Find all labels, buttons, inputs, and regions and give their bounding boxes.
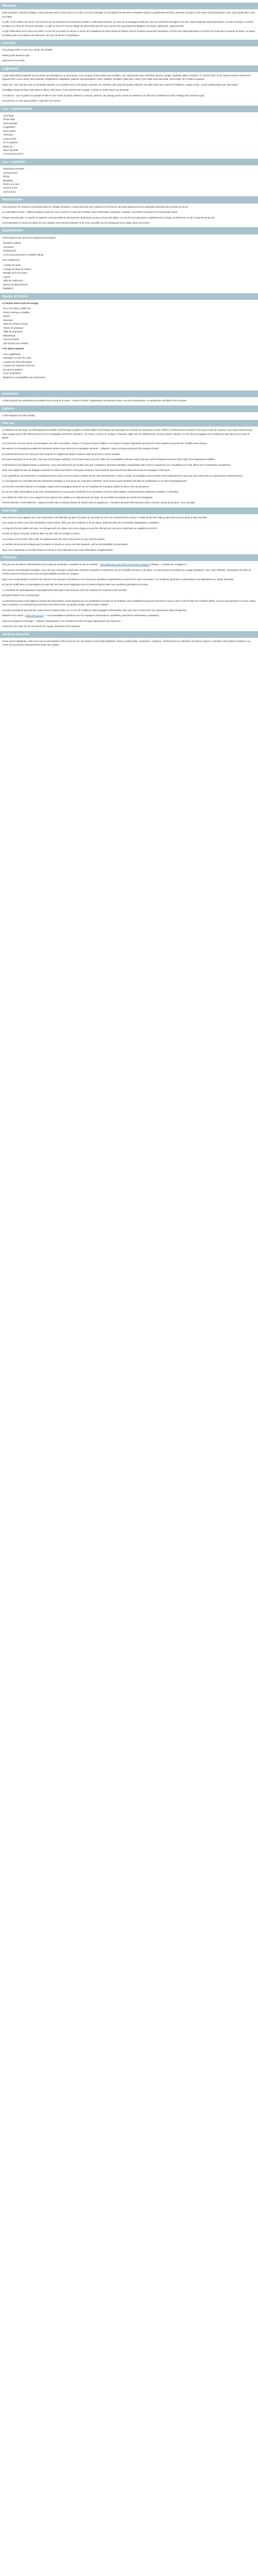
sante-link[interactable]: www.sante.gouv.fr (25, 614, 44, 617)
paragraph: Chauffage central au fioul, insert dans le séjour. Bois fourni. Accès internet Wi-Fi gratuit. Lit bébé et chaise haute sur demande. (2, 89, 130, 92)
list-item: Lave-linge (3, 114, 14, 117)
list-item: Salle de conférence (3, 279, 23, 282)
section-body (0, 516, 258, 552)
list-item: Ascenseur (3, 245, 14, 248)
list-item: Piscine intérieure chauffée (3, 311, 30, 314)
list-item: Hammam (3, 318, 13, 321)
bullet-icon: ● (2, 347, 4, 350)
list-item: Table de ping-pong (3, 330, 23, 333)
section-heading-bar (0, 196, 258, 203)
list-item: Tennis à 5 km (3, 187, 18, 190)
section-body (0, 205, 258, 225)
paragraph: COVOITURAGE / CONTINENTAL : départ de Paris Orly ou Roissy Charles de Gaulle selon le programme. Transferts aéroport-hôtel-aéroport inclus. Pour les clients de province, nous consulter. (2, 501, 196, 504)
section-heading: Info vol (2, 421, 14, 426)
section-heading-bar (0, 420, 258, 427)
paragraph: Le gîte, d'une surface de 120 m², se trouve au rez-de-chaussée d'une ancienne longère, entièrement rénovée, au cœur de la campagne sarthoise, près de la forêt de Perseigne et du parc naturel régional Normandie-Maine, à 10 km d'Alençon, à 50 km du Mans et à 1h45 de Paris par autoroute. Le gîte se trouve à 5 km du village de Saint-Rémy-du-Val, tous commerces à proximité (boulangerie, boucherie, pharmacie, supermarché). (2, 21, 253, 27)
list-item: Golf à 25 km (3, 190, 16, 193)
list-item: Baptême en montgolfière (sur réservation) (3, 376, 46, 379)
paragraph: En cas de retard, d'annulation ou de refus d'embarquement, vous pouvez bénéficier d'une assistance et d'une indemnisation conformément au règlement européen n°261/2004. (2, 490, 179, 494)
paragraph: Chaque samedi matin, le marché de Mamers vous permettra de découvrir les producteurs locaux et leurs spécialités. Un marché de producteurs a également lieu chaque vendredi soir en été à Saint-Rémy-du-Val. (2, 216, 215, 219)
list-item: Pour vos loisirs, profitez de : (3, 307, 32, 310)
section-heading-bar (0, 3, 258, 9)
paragraph (2, 614, 256, 617)
list-item: Pêche (3, 175, 10, 178)
spacer (0, 381, 258, 388)
section-heading: Équipements (2, 229, 23, 233)
list-item: Bagagerie (3, 287, 14, 290)
text: Ministère de la Santé : (2, 614, 25, 617)
list-item: Terrain de pétanque (3, 326, 24, 329)
section-sports (0, 293, 258, 379)
section-equipements (0, 227, 258, 290)
section-heading-bar (0, 405, 258, 412)
subheading (2, 347, 256, 350)
paragraph: Aucun vaccin obligatoire, mais nous vous recommandons d'être à jour de vos vaccinations universelles (diphtérie, tétanos, poliomyélite, coqueluche, rougeole), conformément au calendrier vaccinal en vigueur. Consultez votre médecin traitant ou un centre de vaccinations internationales avant votre départ. (2, 639, 251, 647)
section-body (0, 414, 258, 417)
list-item: Lecteur DVD (3, 137, 17, 140)
paragraph: La taxe de séjour n'est pas comprise dans nos prix. Elle est à régler sur place. (2, 532, 80, 535)
section-body (0, 428, 258, 504)
paragraph: Vous trouverez de nombreux restaurants dans les villages alentours, à Saint-Rémy-du-Val, à Mamers et à Alençon, ainsi que plusieurs fermes-auberges proposant des produits du terroir. (2, 205, 189, 208)
paragraph: Les enfants de moins de 2 ans voyagent sur les genoux d'un adulte et ne disposent pas de siège. Un seul bébé est autorisé par adulte accompagnant. (2, 496, 153, 499)
paragraph: Certaines prestations peuvent être suspendues en basse saison ou en cas de conditions météorologiques défavorables sans que cela ne donne lieu à un quelconque dédommagement. (2, 608, 187, 612)
paragraph: Le nom figurant sur votre billet doit être strictement identique à celui inscrit sur votre pièce d'identité. Toute erreur pourra entraîner des frais de modification ou un refus d'embarquement. (2, 480, 187, 483)
section-body (0, 167, 258, 194)
section-heading: Attention (2, 556, 17, 560)
section-body (0, 236, 258, 291)
section-heading-bar (0, 631, 258, 638)
paragraph: Les spécialités locales : rillettes du Mans, poulet de Loué, pommes et cidre de la Sarthe, poiré Domfrontais, pommeau, calvados, camembert et livarot de la Normandie voisine. (2, 211, 179, 214)
paragraph: Nous vous souhaitons un excellent séjour et restons à votre disposition pour toute information complémentaire. (2, 548, 114, 551)
paragraph: Le gîte Saint-Rémy est à 100 m du GR22, à 2 km du circuit des 24 Heures, à 15 km de la Basilique de Notre-Dame de l'Épine à Évron (classée monument historique), à 30 km des Alpes Mancelles et à 45 km du circuit des 24 Heures du Mans. La région est idéale pour les amateurs de randonnée, de vélo, de pêche et d'équitation. (2, 30, 255, 37)
paragraph: Conformément à la réglementation européenne, nous vous informons que la liste noire des compagnies aériennes interdites d'exploitation dans l'Union européenne est consultable sur le site officiel de la Commission européenne. (2, 463, 231, 466)
paid-list (2, 352, 256, 379)
section-heading: Restauration (2, 198, 23, 202)
list-item: Réception 24h/24 (3, 242, 21, 245)
paragraph: Cette propriété, contruite à Bolgers, sera proposée sous ce titre aussi car ce gîte se trouve voisinage de la propriété de Monsieur et Madame Dupont, propriétaires des lieux, présents sur place, et du centre du petit bourg de Loué, d'une petite place avec son église. (2, 11, 255, 18)
paragraph: Le présent document a été établi sur la base des informations communiquées par nos prestataires à la date de sa rédaction. Des modifications peuvent intervenir et vous en serez informé dans les meilleurs délais. Les prix sont exprimés en euros, toutes taxes comprises, et s'entendent par personne sur la base d'une occupation double, sauf mention contraire. (2, 599, 256, 606)
paragraph: Hôtel réservé en 2018. (2, 59, 25, 62)
bullet-icon: ● (2, 301, 4, 304)
section-heading: Pour info (2, 509, 17, 513)
section-heading-bar (0, 507, 258, 514)
list-item: Parking privé (3, 249, 17, 252)
section-info-vol (0, 420, 258, 504)
paragraph: Conservez une copie de vos documents de voyage séparément des originaux. (2, 625, 81, 628)
list-item: Massages et soins du corps (3, 357, 31, 360)
paragraph: Le nombre de personnes indiqué pour la location ne pourra en aucun cas être dépassé, sauf accord préalable du propriétaire. (2, 543, 128, 546)
section-heading: Logement (2, 66, 19, 71)
section-heading-bar (0, 554, 258, 561)
paragraph: Avec supplément : (2, 259, 21, 261)
list-item: Randonnée pédestre (3, 167, 25, 171)
paragraph: Nous tenons à vous rappeler que votre réservation n'est définitive qu'après réception de l'acompte de 30 % du montant total du séjour, le solde devant être réglé au plus tard 30 jours avant la date d'arrivée. (2, 516, 208, 519)
list-item: Lave-vaisselle (3, 122, 18, 125)
list-item: Sauna (3, 315, 10, 318)
paragraph: L'hôtel dispose d'un club enfants. (2, 414, 36, 417)
section-heading: Les + équipements (2, 107, 33, 111)
section-heading: Enfants (2, 406, 14, 411)
paragraph: Le linge de lit et de toilette est fourni. Le ménage de fin de séjour est à votre charge ou peut être effectué par nos soins moyennant un supplément de 60 €. (2, 527, 158, 530)
section-heading-bar (0, 159, 258, 165)
section-situation (0, 3, 258, 37)
diplomatie-link[interactable]: www.diplomatie.gouv.fr/fr/conseils-aux-voyageurs (100, 563, 150, 566)
included-list (2, 241, 256, 257)
text: — recommandations sanitaires pour les voyageurs (vaccinations conseillées, précautions alimentaires, paludisme). (43, 614, 160, 617)
list-item: Équitation (3, 179, 13, 182)
paragraph: Pour tous les ressortissants étrangers, merci de vous renseigner auprès des autorités consulaires compétentes sur les formalités d'entrée et de séjour. Les documents nécessaires au voyage (passeport, visa, carte d'identité, autorisation de sortie du territoire pour les mineurs) sont sous la responsabilité exclusive du voyageur. (2, 568, 251, 575)
paragraph: Par ailleurs, les prestations pendant les transports aériens sont celles de la compagnie aérienne : collations, repas ou boissons peuvent être payants à bord. (2, 447, 159, 450)
paragraph: Les animaux ne sont pas acceptés. Logement non-fumeur. (2, 99, 61, 103)
paragraph: Les femmes enceintes doivent se renseigner auprès de la compagnie aérienne sur les conditions de transport à partir du 6ème mois de grossesse. (2, 485, 150, 488)
paragraph: L'hôtel propose des animations ponctuelles tout au long de la saison : soirées à thème, dégustations de produits locaux, concerts et spectacles. Le programme est affiché à la réception. (2, 399, 187, 402)
paragraph: Une grange privée et une cour, Jardin clos privatif. (2, 48, 53, 52)
list-item: Location de raquettes de tennis (3, 364, 35, 367)
list-item: Cyclotourisme (3, 171, 18, 174)
section-heading: Les plus (2, 41, 16, 45)
paragraph: En cas de modification ou d'annulation de votre fait, des frais seront appliqués selon le barème figurant dans nos conditions particulières de vente. (2, 583, 149, 586)
section-heading: Situation (2, 4, 17, 8)
section-heading-bar (0, 293, 258, 300)
paragraph: Parking privé devant le gîte. (2, 54, 30, 57)
paid-list (2, 263, 256, 290)
section-body (0, 563, 258, 628)
section-animation (0, 391, 258, 403)
paragraph: Une caution de 300 € vous sera demandée à votre arrivée. Elle vous sera restituée en fin de séjour, déduction faite des éventuelles dégradations constatées. (2, 521, 160, 524)
list-item: Salle de remise en forme (3, 323, 28, 326)
section-body (0, 399, 258, 402)
list-item: Piscine à 10 km (3, 183, 19, 185)
paragraph: Les arrivées se font entre 16h et 19h, les départs avant 10h. Merci de prévenir en cas d'arrivée tardive. (2, 537, 105, 540)
section-heading-bar (0, 106, 258, 112)
paragraph: L'hôtel dispose des services et équipements suivants : (2, 236, 57, 239)
list-item: Accès internet Wi-Fi (3, 152, 24, 156)
list-item: Ménage de fin de séjour (3, 272, 28, 275)
section-body (0, 48, 258, 62)
section-heading: Les + activités (2, 160, 25, 164)
list-item: Bibliothèque (3, 334, 16, 337)
section-heading: Animation (2, 392, 19, 396)
list-item: Salon de jardin (3, 149, 19, 151)
paragraph: Les propriétaires se feront un plaisir de vous indiquer leurs bonnes adresses et de vous conseiller sur les restaurants de la région selon vos envies. (2, 222, 150, 224)
list-item: Location de vélos (3, 264, 21, 267)
list-item: Télévision (3, 133, 13, 137)
section-logement (0, 65, 258, 103)
section-pour-info (0, 507, 258, 552)
paragraph: Les heures de vol vous seront communiquées sur votre convocation, environ 7 à 10 jours avant le départ. Les horaires et types d'appareils sont donnés à titre indicatif et peuvent être modifiés sans préavis. (2, 442, 207, 445)
subheading (2, 301, 256, 305)
list-item: Barbecue (3, 145, 13, 148)
list-item: Excursions guidées (3, 368, 23, 371)
section-heading-bar (0, 65, 258, 72)
paragraph: Le Ministère de l'Écologie, du Développement durable et de l'Énergie a publié un arrêté relatif à l'information des passagers sur l'identité du transporteur aérien effectif. Conformément à l'article R.211-15 du Code du tourisme, nous vous informons que votre voyage pourra être effectué par l'une des compagnies aériennes suivantes : Air France, Corsair, XL Airways, Transavia, Aigle Azur, Air Méditerranée, Europe Airpost, easyJet. Le nom de la compagnie sera confirmé au plus tard 8 jours avant le départ. (2, 429, 253, 439)
text: rubrique « Conseils aux voyageurs ». (150, 563, 188, 566)
section-body (0, 114, 258, 156)
list-item: Service de blanchisserie (3, 283, 28, 286)
list-item: Micro-ondes (3, 129, 16, 132)
list-item: Fer à repasser (3, 141, 18, 144)
list-item: Sèche-linge (3, 118, 15, 121)
list-item: Jeux de société (3, 338, 19, 341)
list-item: Location de vélos électriques (3, 360, 33, 363)
section-body (0, 639, 258, 647)
list-item: Accès pour personnes à mobilité réduite (3, 253, 44, 256)
list-item: Aire de jeux pour enfants (3, 342, 28, 345)
section-plus (0, 40, 258, 63)
activity-list (2, 167, 256, 194)
section-heading: Santé et Sécurité (2, 632, 29, 636)
paragraph: Numéros d'urgence à l'étranger : contactez l'ambassade ou le consulat de France du pays dans lequel vous séjournez. (2, 619, 121, 622)
section-body (0, 74, 258, 103)
equipment-list (2, 114, 256, 156)
subheading: INFORMATIONS AUX VOYAGEURS : (2, 594, 41, 597)
section-restauration (0, 196, 258, 225)
paragraph: Partie nuit : une chambre avec un lit double 160x200, une chambre avec un lit double 140x190, une chambre avec deux lits simples 90x190, une salle d'eau avec douche à l'italienne, vasque et WC, un WC indépendant avec lave-mains. (2, 83, 239, 86)
section-heading-bar (0, 40, 258, 46)
paragraph (2, 563, 256, 566)
section-body (0, 11, 258, 37)
section-heading-bar (0, 391, 258, 397)
paragraph: Le gîte Saint-Rémy (capacité 6 personnes) est aménagé sur un seul niveau. Il se compose d'une entrée avec vestiaire, d'un séjour/salon avec cheminée (insert), canapé, fauteuils, table et chaises, TV, lecteur DVD, d'une cuisine ouverte entièrement équipée (four, micro-ondes, lave-vaisselle, réfrigérateur-congélateur, plaques vitrocéramiques, hotte, cafetière, bouilloire, grille-pain, robot), d'un cellier avec lave-linge, sèche-linge, fer et table à repasser. (2, 74, 251, 81)
subheading-text: En option payante (4, 347, 24, 350)
paragraph: Des taxes d'aéroport et de sécurité, ainsi que la surcharge carburant, sont incluses dans nos prix. Elles sont susceptibles d'évoluer jusqu'à 30 jours avant le départ et pourront faire l'objet d'un réajustement tarifaire. (2, 458, 216, 461)
list-item: Cours d'équitation (3, 372, 22, 375)
list-item: Location de linge de maison (3, 267, 31, 270)
included-list (2, 307, 256, 345)
section-attention (0, 554, 258, 628)
section-sante (0, 631, 258, 647)
paragraph: Nous vous recommandons vivement de souscrire une assurance annulation et une assurance assistance-rapatriement au moment de votre réservation. Les conditions générales et particulières sont disponibles sur simple demande. (2, 578, 234, 581)
paragraph: Nous vous rappelons que les bagages autorisés en soute sont limités à 20 kg par personne. Tout excédent vous sera facturé directement par la compagnie à l'aéroport. (2, 469, 170, 472)
paragraph: À l'extérieur : cour et jardin clos privatif de 500 m² avec salon de jardin, barbecue, transats, parasol. Une grange privée permet de stationner un véhicule et d'abriter les vélos. Parking privé devant le gîte. (2, 94, 205, 97)
list-item: Laverie (3, 275, 11, 278)
paragraph: * L'ensemble des photographies et descriptifs présentés dans cette brochure sont non contractuels et donnés à titre indicatif. (2, 588, 127, 591)
list-item: Congélateur (3, 126, 15, 129)
section-activites-plus (0, 159, 258, 194)
section-equipements-plus (0, 106, 258, 156)
text: Pour plus de sécurité et d'informations sur les pays de destination, consultez le site du ministère : (2, 563, 101, 566)
paragraph: Il est impératif de vous présenter à l'enregistrement au moins 2 heures avant le départ sur les vols internationaux. Passé ce délai, la compagnie pourra refuser votre embarquement sans que cela ouvre droit à un quelconque remboursement. (2, 474, 243, 477)
paragraph: Un préacheminement vers Paris peut être proposé en supplément depuis certaines villes de province. Nous consulter. (2, 452, 121, 455)
subheading-text: Compris dans le prix du voyage (4, 301, 39, 304)
section-heading-bar (0, 227, 258, 234)
section-enfants (0, 405, 258, 418)
section-heading: Sports et loisirs (2, 294, 28, 298)
section-body (0, 301, 258, 379)
list-item: Avec supplément : (3, 352, 22, 355)
